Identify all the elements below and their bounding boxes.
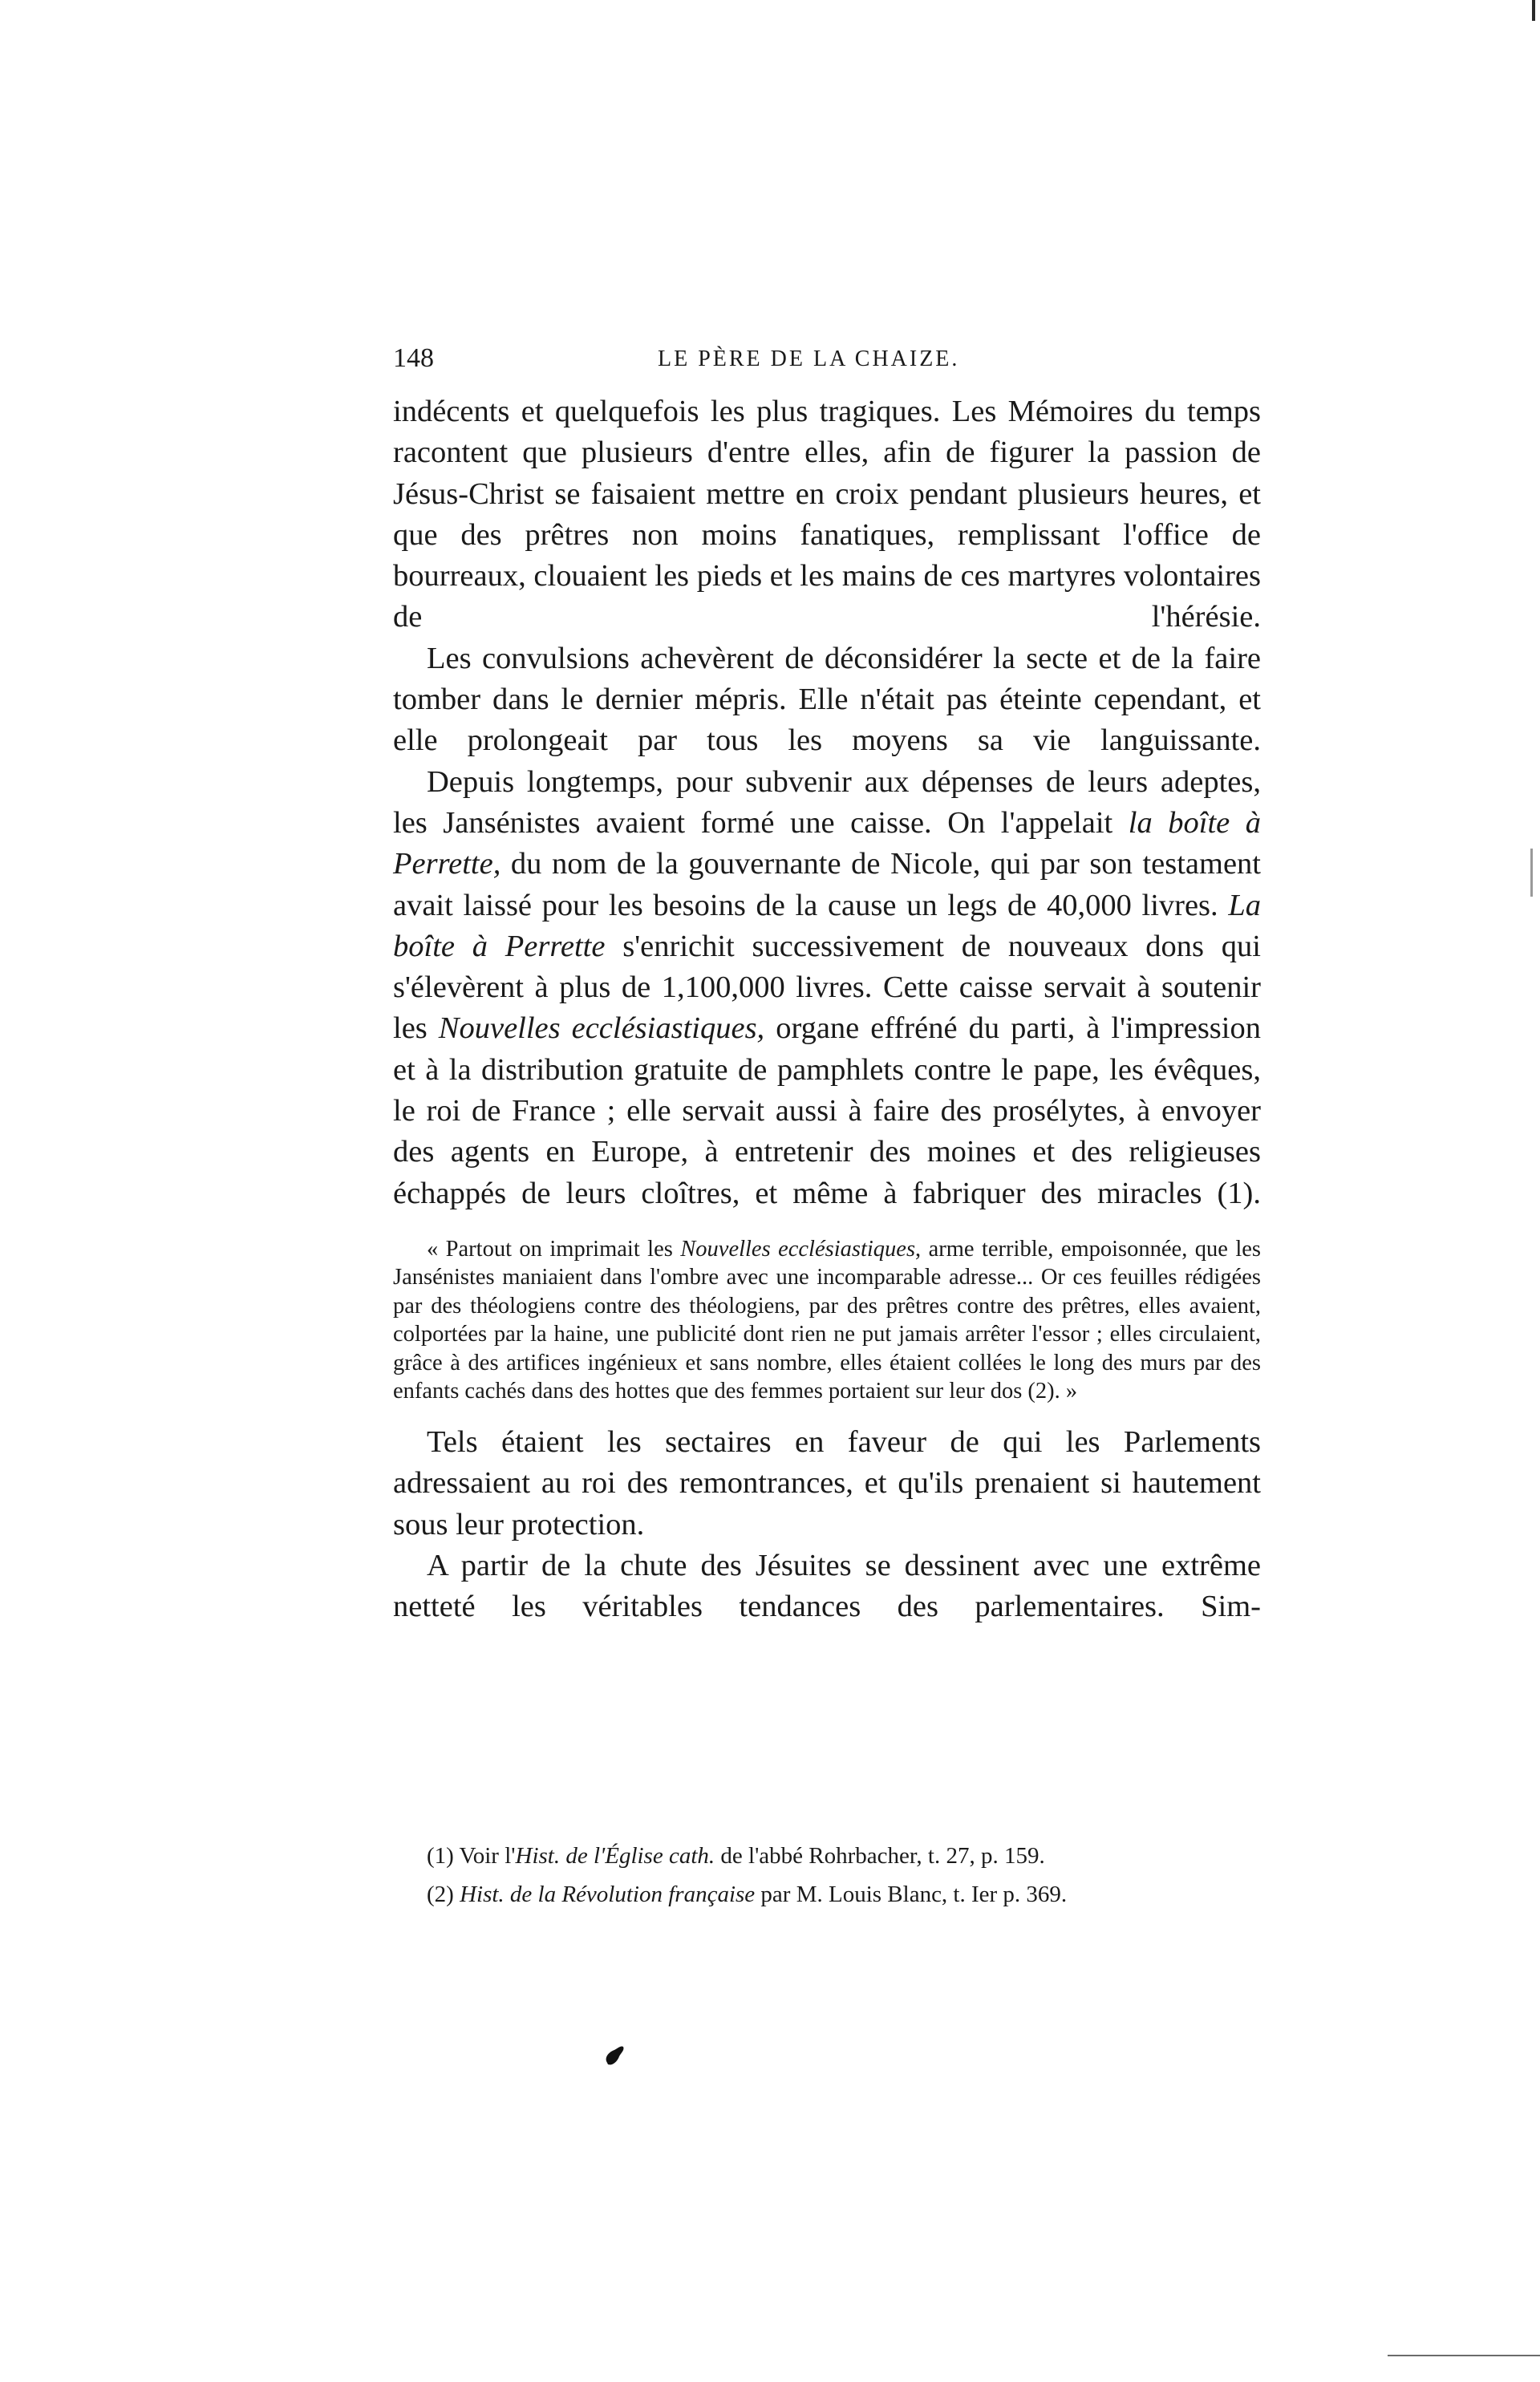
footnote-1-rest: de l'abbé Rohrbacher, t. 27, p. 159. — [715, 1843, 1045, 1869]
paragraph-3-part-1: Depuis longtemps, pour subvenir aux dépenses de leurs adeptes, les Jansénistes avaient formé une caisse. On l'appelait — [393, 764, 1261, 840]
block-quote — [393, 1235, 1261, 1406]
paragraph-3-italic-2: La boîte à Perrette — [393, 888, 1261, 963]
paragraph-4: Tels étaient les sectaires en faveur de qui les Parlements adressaient au roi des remontrances, et qu'ils prenaient si hautement sous leur protection. — [393, 1424, 1261, 1541]
footnotes — [427, 1837, 1261, 1914]
footnote-2 — [427, 1875, 1261, 1914]
ink-blot-icon — [603, 2044, 626, 2068]
page-header — [393, 343, 1259, 383]
scan-bottom-rule — [1388, 2355, 1540, 2356]
quote-italic: Nouvelles ecclésiastiques — [680, 1236, 916, 1262]
paragraph-3-part-4: organe effréné du parti, à l'impression et à la distribution gratuite de pamphlets contre le pape, les évêques, le roi de France ; elle servait aussi à faire des prosélytes, à envoyer des agents en Europe, à entretenir des moines et des religieuses échappés de leurs cloîtres, et même à fabriquer des miracles (1). — [393, 1011, 1261, 1210]
scan-edge-mark — [1530, 849, 1533, 897]
page-number: 148 — [393, 343, 434, 373]
footnote-2-marker: (2) — [427, 1882, 460, 1907]
paragraph-2: Les convulsions achevèrent de déconsidérer la secte et de la faire tomber dans le dernier mépris. Elle n'était pas éteinte cependant, et elle prolongeait par tous les moyens sa vie languissante. — [393, 641, 1261, 758]
paragraph-3 — [393, 762, 1261, 1214]
footnote-2-title: Hist. de la Révolution française — [460, 1882, 756, 1907]
paragraph-3-part-3: s'enrichit successivement de nouveaux dons qui s'élevèrent à plus de 1,100,000 livres. Cette caisse servait à soutenir les — [393, 929, 1261, 1046]
paragraph-3-italic-3: Nouvelles ecclésiastiques, — [438, 1011, 765, 1046]
body-text — [393, 391, 1261, 1627]
running-title: LE PÈRE DE LA CHAIZE. — [658, 346, 960, 371]
footnote-2-rest: par M. Louis Blanc, t. Ier p. 369. — [755, 1882, 1068, 1907]
footnote-1 — [427, 1837, 1261, 1875]
paragraph-3-part-2: du nom de la gouvernante de Nicole, qui par son testament avait laissé pour les besoins de la cause un legs de 40,000 livres. — [393, 847, 1261, 922]
paragraph-1: indécents et quelquefois les plus tragiques. Les Mémoires du temps racontent que plusieurs d'entre elles, afin de figurer la passion de Jésus-Christ se faisaient mettre en croix pendant plusieurs heures, et que des prêtres non moins fanatiques, remplissant l'office de bourreaux, clouaient les pieds et les mains de ces martyres volontaires de l'hérésie. — [393, 395, 1261, 634]
footnote-1-title: Hist. de l'Église cath. — [515, 1843, 715, 1869]
quote-part-2: , arme terrible, empoisonnée, que les Jansénistes maniaient dans l'ombre avec une incomparable adresse... Or ces feuilles rédigées par des théologiens contre des théologiens, par des prêtres contre des prêtres, elles avaient, colportées par la haine, une publicité dont rien ne put jamais arrêter l'essor ; elles circulaient, grâce à des artifices ingénieux et sans nombre, elles étaient collées le long des murs par des enfants cachés dans des hottes que des femmes portaient sur leur dos (2). » — [393, 1236, 1261, 1404]
quote-part-1: « Partout on imprimait les — [427, 1236, 681, 1262]
footnote-1-marker: (1) Voir l' — [427, 1843, 516, 1869]
scan-corner-mark — [1532, 0, 1535, 21]
paragraph-3-italic-1: la boîte à Perrette, — [393, 805, 1261, 881]
paragraph-5: A partir de la chute des Jésuites se dessinent avec une extrême netteté les véritables tendances des parlementaires. Sim- — [393, 1548, 1261, 1624]
